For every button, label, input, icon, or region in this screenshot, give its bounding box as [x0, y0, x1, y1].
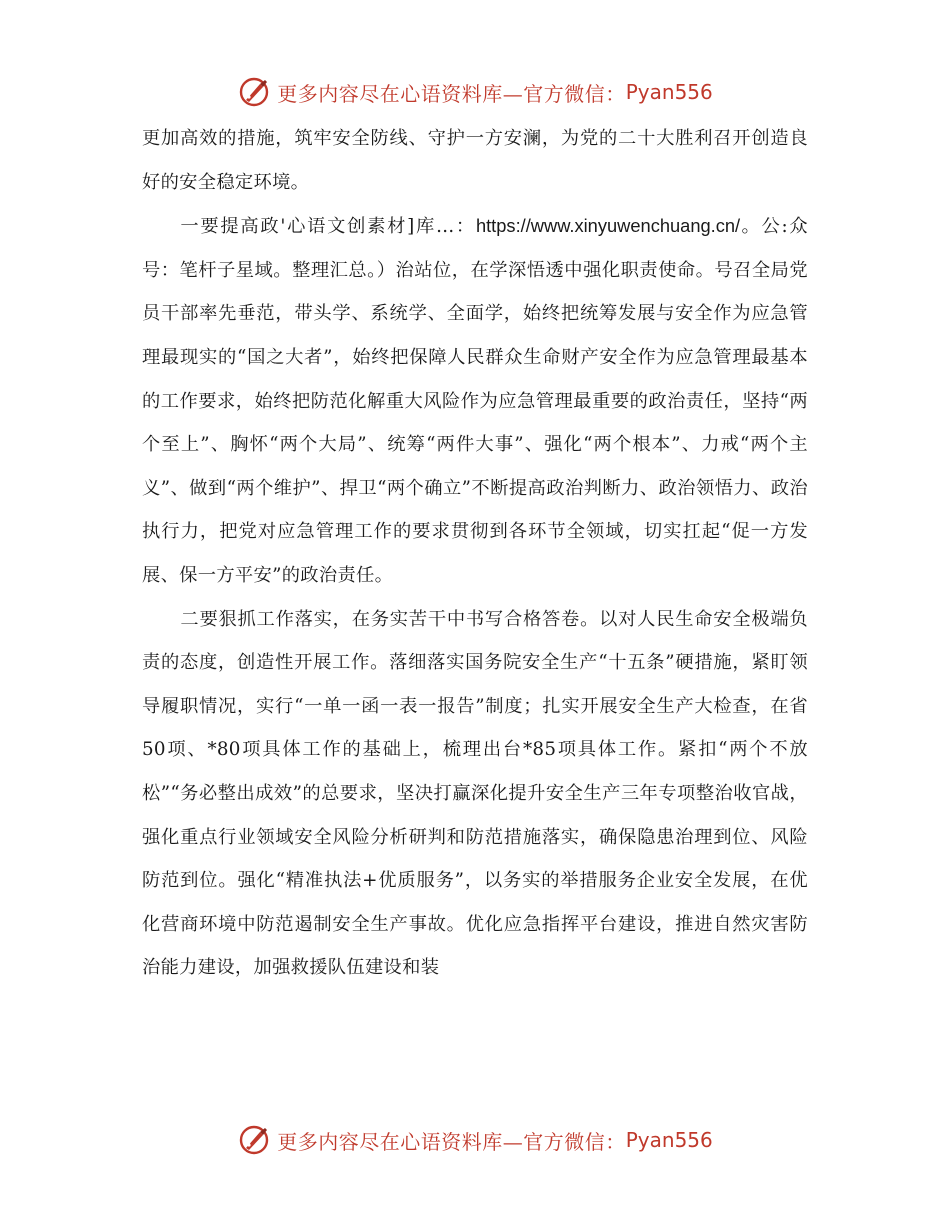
- source-url-text: https://www.xinyuwenchuang.cn/: [475, 215, 741, 237]
- paragraph-first-point-body: 。公:众号：笔杆子星域。整理汇总。）治站位，在学深悟透中强化职责使命。号召全局党员干部率先垂范，带头学、系统学、全面学，始终把统筹发展与安全作为应急管理最现实的“国之大者”，始终把保障人民群众生命财产安全作为应急管理最基本的工作要求，始终把防范化解重大风险作为应急管理最重要的政治责任，坚持“两个至上”、胸怀“两个大局”、统筹“两件大事”、强化“两个根本”、力戒“两个主义”、做到“两个维护”、捍卫“两个确立”不断提高政治判断力、政治领悟力、政治执行力，把党对应急管理工作的要求贯彻到各环节全领域，切实扛起“促一方发展、保一方平安”的政治责任。: [142, 216, 808, 586]
- footer-banner-wechat-id: Pyan556: [625, 1128, 713, 1152]
- document-body: [142, 117, 808, 990]
- paragraph-continuation: 更加高效的措施，筑牢安全防线、守护一方安澜，为党的二十大胜利召开创造良好的安全稳定环境。: [142, 128, 808, 193]
- header-banner-text: 更多内容尽在心语资料库—官方微信：: [277, 81, 626, 106]
- footer-watermark-banner: [0, 1118, 950, 1162]
- paragraph-second-point: 二要狠抓工作落实，在务实苦干中书写合格答卷。以对人民生命安全极端负责的态度，创造性开展工作。落细落实国务院安全生产“十五条”硬措施，紧盯领导履职情况，实行“一单一函一表一报告”制度；扎实开展安全生产大检查，在省50项、*80项具体工作的基础上，梳理出台*85项具体工作。紧扣“两个不放松”“务必整出成效”的总要求，坚决打赢深化提升安全生产三年专项整治收官战，强化重点行业领域安全风险分析研判和防范措施落实，确保隐患治理到位、风险防范到位。强化“精准执法+优质服务”，以务实的举措服务企业安全发展，在优化营商环境中防范遏制安全生产事故。优化应急指挥平台建设，推进自然灾害防治能力建设，加强救援队伍建设和装: [142, 608, 808, 979]
- paragraph-first-point-lead: 一要提高政'心语文创素材]库…：: [180, 216, 476, 238]
- pen-nib-circle-icon: [237, 75, 271, 109]
- pen-nib-circle-icon: [237, 1123, 271, 1157]
- header-watermark-banner: [0, 70, 950, 114]
- paragraph-first-point: [142, 204, 808, 597]
- footer-banner-text: 更多内容尽在心语资料库—官方微信：: [277, 1129, 626, 1154]
- header-banner-wechat-id: Pyan556: [625, 80, 713, 104]
